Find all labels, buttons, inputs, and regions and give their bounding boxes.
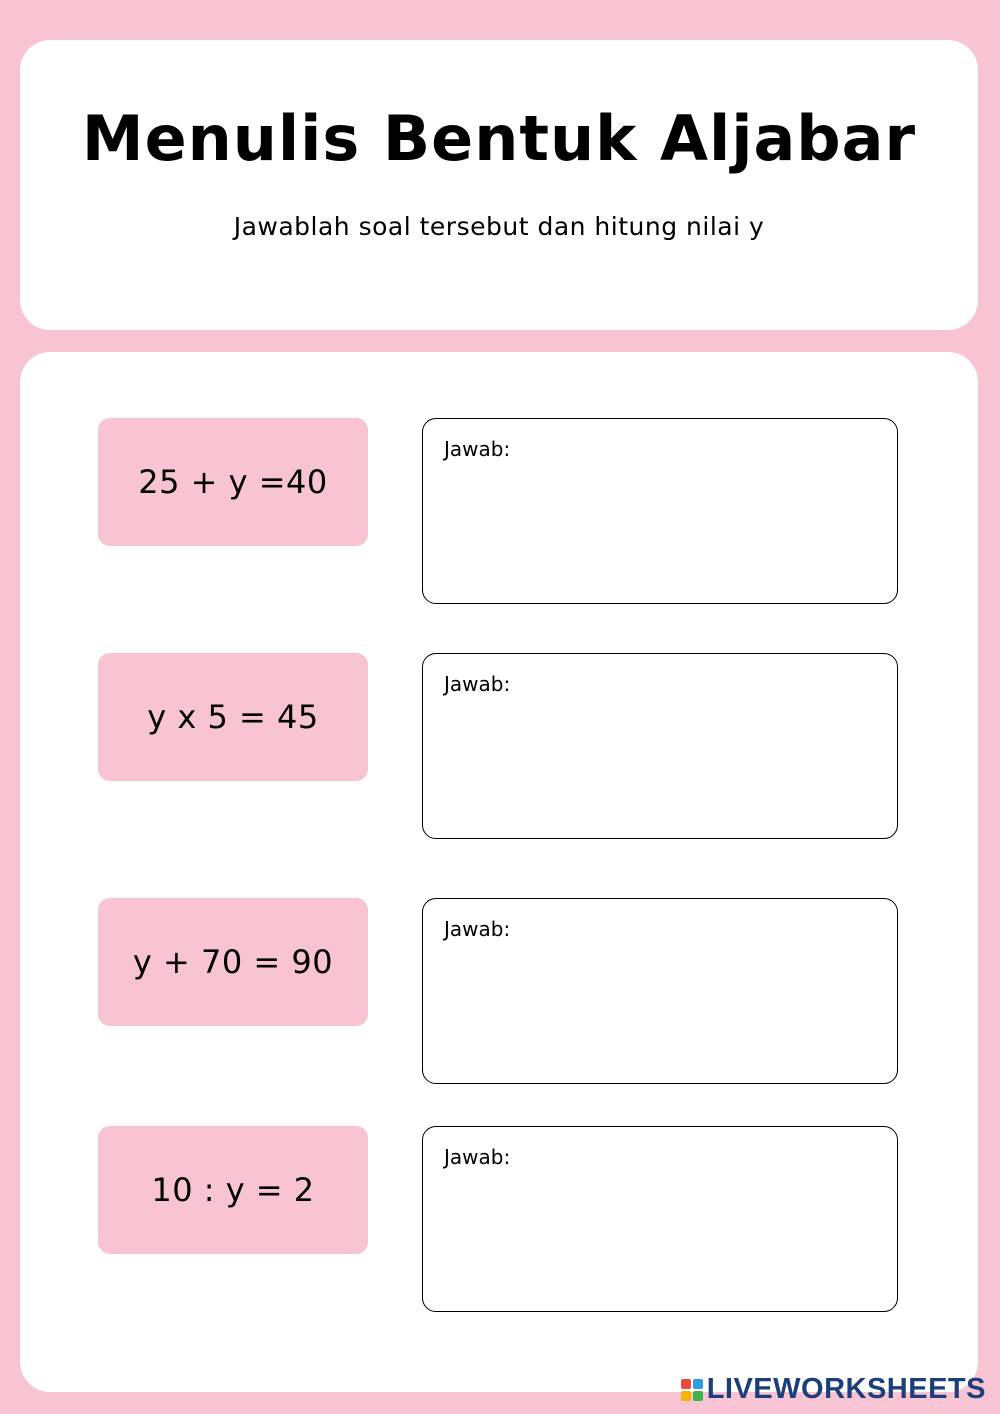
question-box-1: [98, 418, 368, 546]
answer-box-1[interactable]: [422, 418, 898, 604]
question-box-3: [98, 898, 368, 1026]
answer-box-4[interactable]: [422, 1126, 898, 1312]
page-subtitle: Jawablah soal tersebut dan hitung nilai y: [233, 212, 765, 241]
liveworksheets-logo[interactable]: [681, 1373, 986, 1406]
question-expression: 25 + y =40: [138, 463, 328, 501]
questions-card: [20, 352, 978, 1392]
question-box-4: [98, 1126, 368, 1254]
question-expression: 10 : y = 2: [151, 1171, 315, 1209]
header-card: [20, 40, 978, 330]
question-expression: y x 5 = 45: [147, 698, 319, 736]
answer-label: Jawab:: [444, 672, 511, 696]
answer-label: Jawab:: [444, 1145, 511, 1169]
logo-text: LIVEWORKSHEETS: [706, 1373, 986, 1405]
page-title: Menulis Bentuk Aljabar: [81, 102, 917, 175]
answer-label: Jawab:: [444, 917, 511, 941]
liveworksheets-logo-icon: [681, 1379, 703, 1401]
question-box-2: [98, 653, 368, 781]
answer-label: Jawab:: [444, 437, 511, 461]
answer-box-2[interactable]: [422, 653, 898, 839]
answer-box-3[interactable]: [422, 898, 898, 1084]
question-expression: y + 70 = 90: [132, 943, 334, 981]
